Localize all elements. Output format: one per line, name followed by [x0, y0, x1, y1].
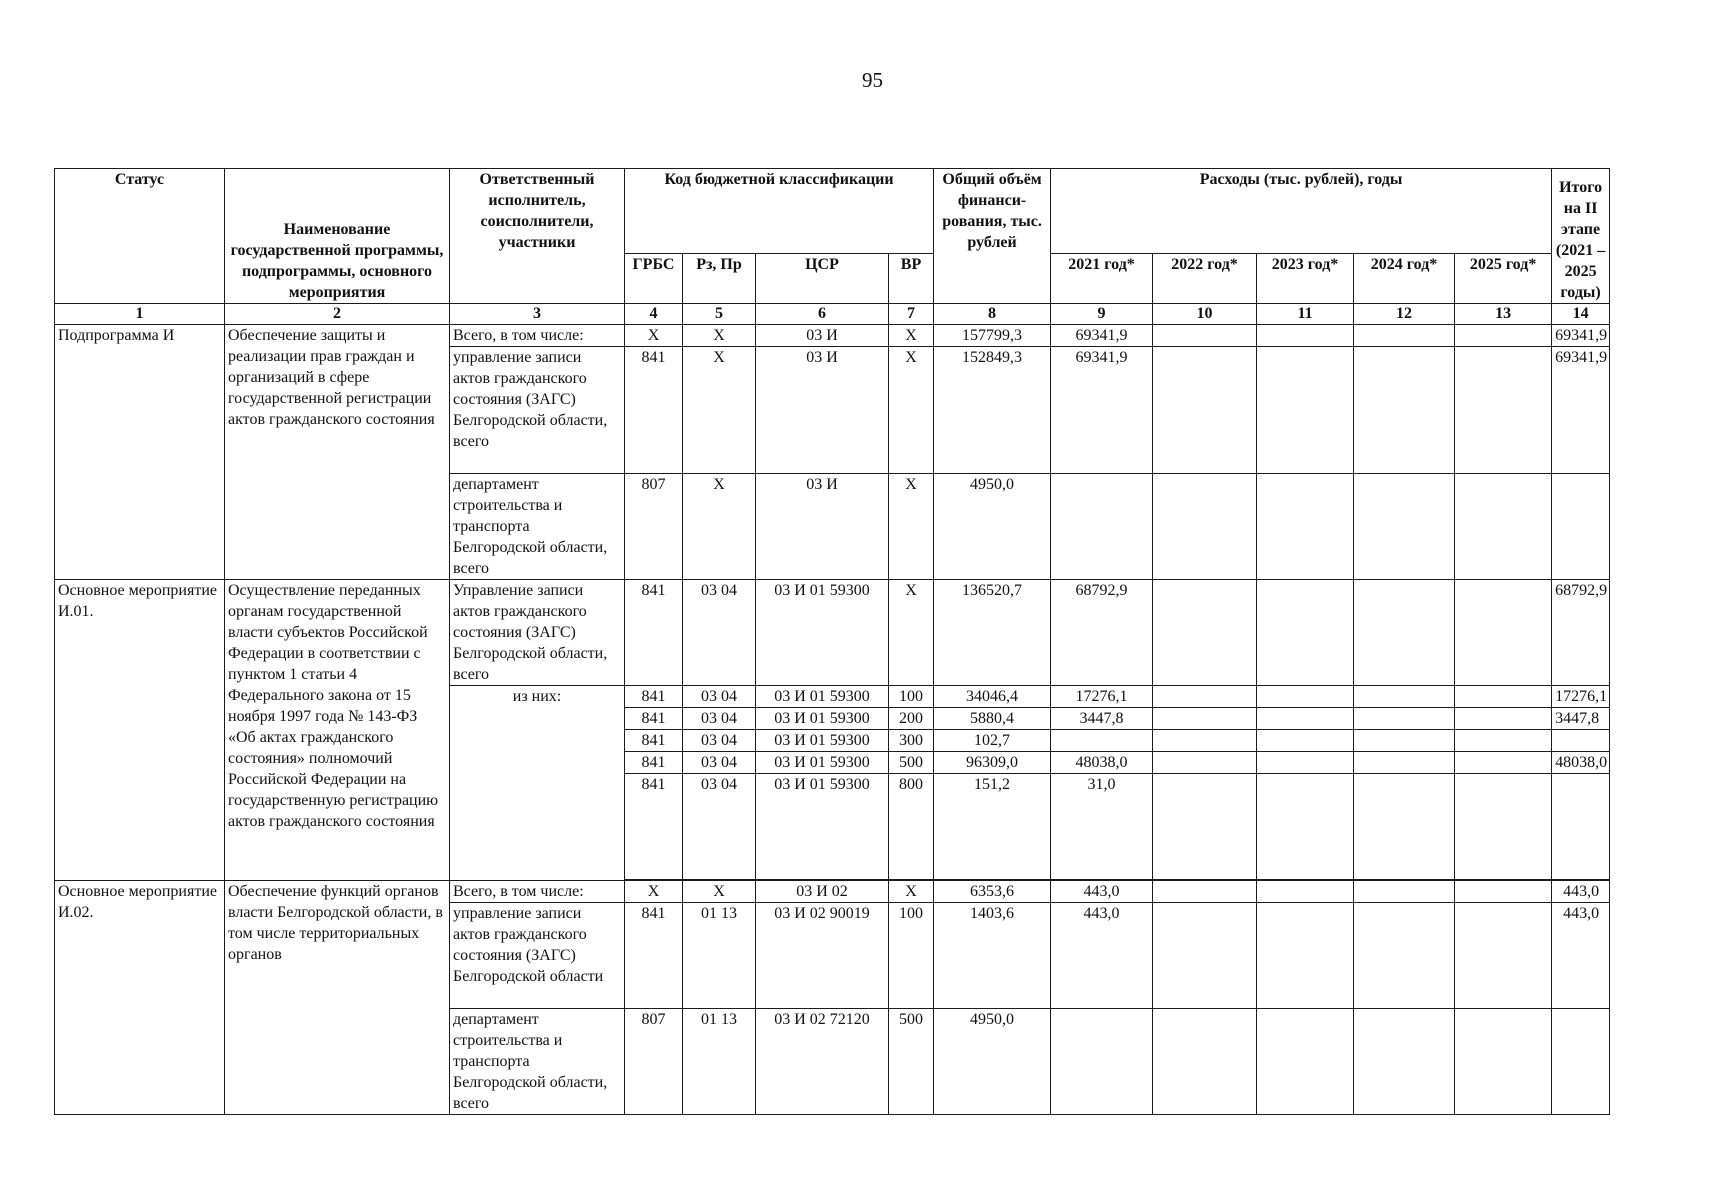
stage-total-cell [1552, 730, 1610, 752]
y2023-cell [1257, 1009, 1354, 1115]
col-number: 13 [1455, 304, 1552, 325]
y2024-cell [1354, 474, 1455, 580]
rz-pr-cell: 03 04 [683, 752, 756, 774]
program-name-cell: Осуществление переданных органам государственной власти субъектов Российской Федерации в соответствии с пунктом 1 статьи 4 Федерального закона от 15 ноября 1997 года № 143-ФЗ «Об актах гражданского состояния» полномочий Российской Федерации на государственную регистрацию актов гражданского состояния [225, 580, 450, 881]
y2021-cell [1051, 474, 1153, 580]
y2024-cell [1354, 686, 1455, 708]
csr-cell: 03 И 02 72120 [756, 1009, 889, 1115]
page-number: 95 [862, 68, 883, 92]
y2025-cell [1455, 1009, 1552, 1115]
grbs-cell: 807 [625, 1009, 683, 1115]
rz-pr-cell: Х [683, 325, 756, 347]
budget-table [54, 168, 1610, 1115]
total-cell: 152849,3 [934, 347, 1051, 474]
total-cell: 136520,7 [934, 580, 1051, 686]
y2023-cell [1257, 708, 1354, 730]
column-number-row [55, 304, 1610, 325]
table-row [55, 580, 1610, 686]
grbs-cell: Х [625, 881, 683, 903]
rz-pr-cell: 01 13 [683, 1009, 756, 1115]
y2024-cell [1354, 580, 1455, 686]
csr-cell: 03 И 02 [756, 881, 889, 903]
total-cell: 5880,4 [934, 708, 1051, 730]
responsible-cell: управление записи актов гражданского состояния (ЗАГС) Белгородской области, всего [450, 347, 625, 474]
y2021-cell: 68792,9 [1051, 580, 1153, 686]
csr-cell: 03 И 01 59300 [756, 580, 889, 686]
y2022-cell [1153, 474, 1257, 580]
grbs-cell: 841 [625, 730, 683, 752]
total-cell: 4950,0 [934, 474, 1051, 580]
rz-pr-cell: Х [683, 474, 756, 580]
y2024-cell [1354, 708, 1455, 730]
stage-total-cell: 69341,9 [1552, 325, 1610, 347]
table-row [55, 881, 1610, 903]
y2025-cell [1455, 474, 1552, 580]
grbs-cell: 841 [625, 774, 683, 880]
csr-cell: 03 И 01 59300 [756, 730, 889, 752]
responsible-cell: Всего, в том числе: [450, 881, 625, 903]
rz-pr-cell: 03 04 [683, 686, 756, 708]
col-number: 2 [225, 304, 450, 325]
responsible-cell: управление записи актов гражданского состояния (ЗАГС) Белгородской области [450, 903, 625, 1009]
csr-cell: 03 И 02 90019 [756, 903, 889, 1009]
col-number: 14 [1552, 304, 1610, 325]
csr-cell: 03 И 01 59300 [756, 708, 889, 730]
header-year-2023: 2023 год* [1257, 254, 1354, 304]
status-cell: Подпрограмма И [55, 325, 225, 580]
y2024-cell [1354, 774, 1455, 880]
header-csr: ЦСР [756, 254, 889, 304]
y2022-cell [1153, 730, 1257, 752]
total-cell: 6353,6 [934, 881, 1051, 903]
csr-cell: 03 И 01 59300 [756, 686, 889, 708]
y2023-cell [1257, 730, 1354, 752]
col-number: 4 [625, 304, 683, 325]
vr-cell: 100 [889, 686, 934, 708]
status-cell: Основное мероприятие И.01. [55, 580, 225, 881]
csr-cell: 03 И [756, 347, 889, 474]
y2025-cell [1455, 347, 1552, 474]
grbs-cell: 841 [625, 686, 683, 708]
csr-cell: 03 И 01 59300 [756, 752, 889, 774]
stage-total-cell: 69341,9 [1552, 347, 1610, 474]
y2022-cell [1153, 752, 1257, 774]
y2024-cell [1354, 903, 1455, 1009]
y2022-cell [1153, 881, 1257, 903]
y2024-cell [1354, 347, 1455, 474]
y2022-cell [1153, 708, 1257, 730]
header-responsible: Ответственный исполнитель, соисполнители, участники [450, 169, 625, 304]
table-row [55, 325, 1610, 347]
col-number: 7 [889, 304, 934, 325]
vr-cell: Х [889, 347, 934, 474]
col-number: 6 [756, 304, 889, 325]
y2022-cell [1153, 903, 1257, 1009]
vr-cell: Х [889, 474, 934, 580]
col-number: 11 [1257, 304, 1354, 325]
responsible-cell: Всего, в том числе: [450, 325, 625, 347]
y2025-cell [1455, 708, 1552, 730]
stage-total-cell [1552, 474, 1610, 580]
vr-cell: 500 [889, 1009, 934, 1115]
y2021-cell: 69341,9 [1051, 347, 1153, 474]
y2021-cell: 3447,8 [1051, 708, 1153, 730]
y2021-cell: 443,0 [1051, 903, 1153, 1009]
y2023-cell [1257, 881, 1354, 903]
stage-total-cell: 443,0 [1552, 881, 1610, 903]
y2021-cell [1051, 1009, 1153, 1115]
y2021-cell: 443,0 [1051, 881, 1153, 903]
header-rz-pr: Рз, Пр [683, 254, 756, 304]
header-grbs: ГРБС [625, 254, 683, 304]
y2023-cell [1257, 347, 1354, 474]
y2025-cell [1455, 881, 1552, 903]
y2021-cell: 17276,1 [1051, 686, 1153, 708]
stage-total-cell: 68792,9 [1552, 580, 1610, 686]
y2022-cell [1153, 580, 1257, 686]
vr-cell: Х [889, 881, 934, 903]
y2023-cell [1257, 325, 1354, 347]
y2023-cell [1257, 774, 1354, 880]
total-cell: 4950,0 [934, 1009, 1051, 1115]
y2023-cell [1257, 474, 1354, 580]
y2025-cell [1455, 325, 1552, 347]
grbs-cell: 841 [625, 752, 683, 774]
csr-cell: 03 И [756, 474, 889, 580]
y2025-cell [1455, 686, 1552, 708]
y2025-cell [1455, 903, 1552, 1009]
rz-pr-cell: 03 04 [683, 708, 756, 730]
y2025-cell [1455, 774, 1552, 880]
y2022-cell [1153, 774, 1257, 880]
grbs-cell: 841 [625, 903, 683, 1009]
grbs-cell: 841 [625, 708, 683, 730]
stage-total-cell: 48038,0 [1552, 752, 1610, 774]
y2022-cell [1153, 1009, 1257, 1115]
rz-pr-cell: 03 04 [683, 730, 756, 752]
vr-cell: 800 [889, 774, 934, 880]
y2022-cell [1153, 325, 1257, 347]
rz-pr-cell: Х [683, 347, 756, 474]
header-year-2024: 2024 год* [1354, 254, 1455, 304]
total-cell: 102,7 [934, 730, 1051, 752]
col-number: 9 [1051, 304, 1153, 325]
grbs-cell: 841 [625, 347, 683, 474]
col-number: 5 [683, 304, 756, 325]
col-number: 8 [934, 304, 1051, 325]
stage-total-cell [1552, 774, 1610, 880]
header-year-2021: 2021 год* [1051, 254, 1153, 304]
of-them-cell: из них: [450, 686, 625, 881]
rz-pr-cell: Х [683, 881, 756, 903]
header-vr: ВР [889, 254, 934, 304]
header-total-funding: Общий объём финанси-рования, тыс. рублей [934, 169, 1051, 304]
header-row [55, 169, 1610, 254]
status-cell: Основное мероприятие И.02. [55, 881, 225, 1115]
y2025-cell [1455, 752, 1552, 774]
header-stage-total: Итого на II этапе (2021 – 2025 годы) [1552, 169, 1610, 304]
y2025-cell [1455, 730, 1552, 752]
col-number: 10 [1153, 304, 1257, 325]
header-status: Статус [55, 169, 225, 304]
vr-cell: 500 [889, 752, 934, 774]
y2023-cell [1257, 580, 1354, 686]
program-name-cell: Обеспечение защиты и реализации прав граждан и организаций в сфере государственной регистрации актов гражданского состояния [225, 325, 450, 580]
grbs-cell: 807 [625, 474, 683, 580]
total-cell: 157799,3 [934, 325, 1051, 347]
rz-pr-cell: 03 04 [683, 580, 756, 686]
y2023-cell [1257, 752, 1354, 774]
header-expenses: Расходы (тыс. рублей), годы [1051, 169, 1552, 254]
col-number: 12 [1354, 304, 1455, 325]
rz-pr-cell: 03 04 [683, 774, 756, 880]
grbs-cell: Х [625, 325, 683, 347]
col-number: 1 [55, 304, 225, 325]
vr-cell: 200 [889, 708, 934, 730]
header-year-2025: 2025 год* [1455, 254, 1552, 304]
vr-cell: 300 [889, 730, 934, 752]
total-cell: 96309,0 [934, 752, 1051, 774]
y2022-cell [1153, 347, 1257, 474]
y2023-cell [1257, 686, 1354, 708]
y2022-cell [1153, 686, 1257, 708]
y2024-cell [1354, 881, 1455, 903]
program-name-cell: Обеспечение функций органов власти Белгородской области, в том числе территориальных органов [225, 881, 450, 1115]
header-budget-code: Код бюджетной классификации [625, 169, 934, 254]
stage-total-cell: 3447,8 [1552, 708, 1610, 730]
y2025-cell [1455, 580, 1552, 686]
grbs-cell: 841 [625, 580, 683, 686]
csr-cell: 03 И 01 59300 [756, 774, 889, 880]
y2021-cell: 31,0 [1051, 774, 1153, 880]
responsible-cell: Управление записи актов гражданского состояния (ЗАГС) Белгородской области, всего [450, 580, 625, 686]
y2024-cell [1354, 325, 1455, 347]
stage-total-cell [1552, 1009, 1610, 1115]
vr-cell: Х [889, 325, 934, 347]
rz-pr-cell: 01 13 [683, 903, 756, 1009]
vr-cell: Х [889, 580, 934, 686]
y2024-cell [1354, 730, 1455, 752]
responsible-cell: департамент строительства и транспорта Белгородской области, всего [450, 474, 625, 580]
vr-cell: 100 [889, 903, 934, 1009]
y2023-cell [1257, 903, 1354, 1009]
header-name: Наименование государственной программы, подпрограммы, основного мероприятия [225, 169, 450, 304]
y2021-cell: 69341,9 [1051, 325, 1153, 347]
y2021-cell [1051, 730, 1153, 752]
header-year-2022: 2022 год* [1153, 254, 1257, 304]
csr-cell: 03 И [756, 325, 889, 347]
responsible-cell: департамент строительства и транспорта Белгородской области, всего [450, 1009, 625, 1115]
y2021-cell: 48038,0 [1051, 752, 1153, 774]
total-cell: 34046,4 [934, 686, 1051, 708]
stage-total-cell: 443,0 [1552, 903, 1610, 1009]
y2024-cell [1354, 752, 1455, 774]
total-cell: 1403,6 [934, 903, 1051, 1009]
col-number: 3 [450, 304, 625, 325]
total-cell: 151,2 [934, 774, 1051, 880]
y2024-cell [1354, 1009, 1455, 1115]
stage-total-cell: 17276,1 [1552, 686, 1610, 708]
